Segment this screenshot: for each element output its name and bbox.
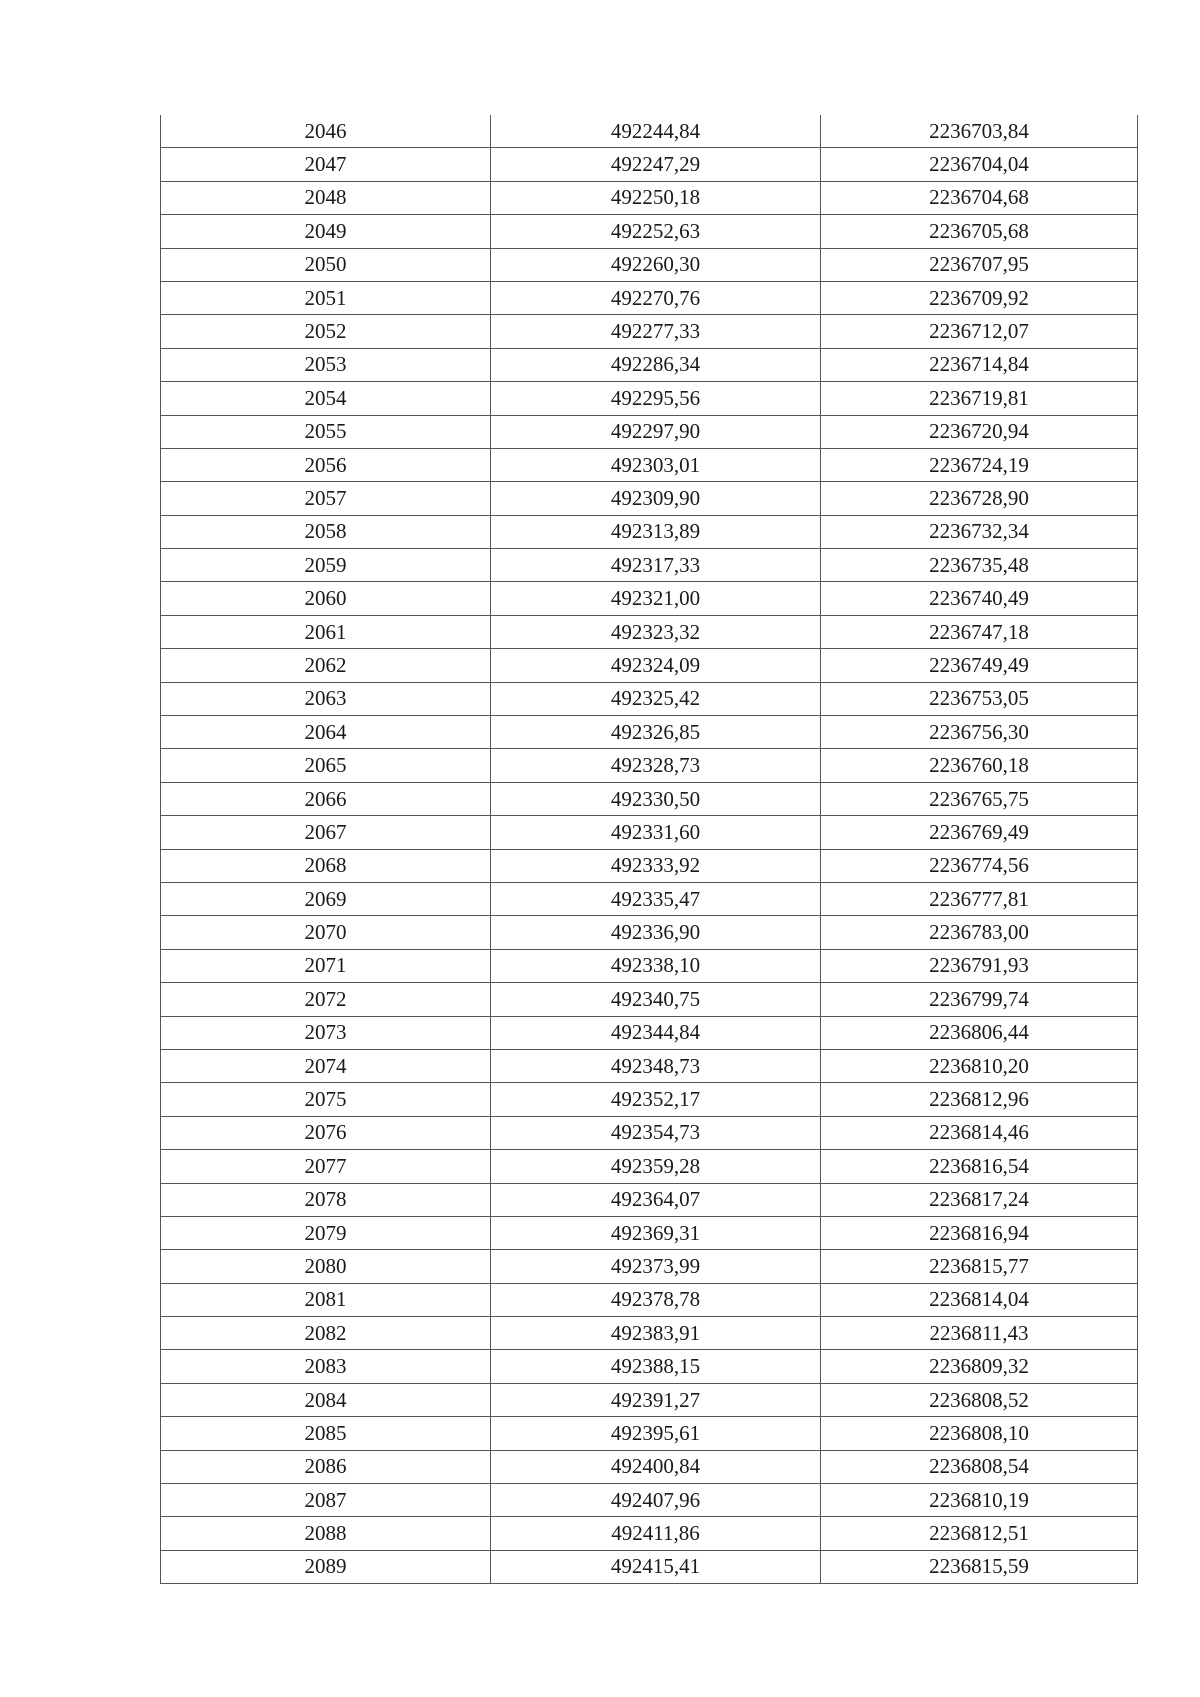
point-number-cell: 2085 — [161, 1417, 491, 1450]
point-number-cell: 2048 — [161, 181, 491, 214]
point-number-cell: 2062 — [161, 649, 491, 682]
x-coordinate-cell: 492331,60 — [491, 816, 821, 849]
table-row — [161, 415, 1138, 448]
point-number-cell: 2089 — [161, 1550, 491, 1583]
y-coordinate-cell: 2236756,30 — [821, 716, 1138, 749]
point-number-cell: 2080 — [161, 1250, 491, 1283]
y-coordinate-cell: 2236760,18 — [821, 749, 1138, 782]
point-number-cell: 2086 — [161, 1450, 491, 1483]
point-number-cell: 2072 — [161, 983, 491, 1016]
x-coordinate-cell: 492252,63 — [491, 215, 821, 248]
table-row — [161, 916, 1138, 949]
x-coordinate-cell: 492326,85 — [491, 716, 821, 749]
table-row — [161, 1250, 1138, 1283]
point-number-cell: 2067 — [161, 816, 491, 849]
x-coordinate-cell: 492297,90 — [491, 415, 821, 448]
x-coordinate-cell: 492373,99 — [491, 1250, 821, 1283]
x-coordinate-cell: 492324,09 — [491, 649, 821, 682]
y-coordinate-cell: 2236811,43 — [821, 1317, 1138, 1350]
x-coordinate-cell: 492340,75 — [491, 983, 821, 1016]
x-coordinate-cell: 492286,34 — [491, 348, 821, 381]
point-number-cell: 2081 — [161, 1283, 491, 1316]
point-number-cell: 2075 — [161, 1083, 491, 1116]
x-coordinate-cell: 492260,30 — [491, 248, 821, 281]
point-number-cell: 2053 — [161, 348, 491, 381]
table-row — [161, 882, 1138, 915]
x-coordinate-cell: 492415,41 — [491, 1550, 821, 1583]
y-coordinate-cell: 2236765,75 — [821, 782, 1138, 815]
table-row — [161, 615, 1138, 648]
x-coordinate-cell: 492323,32 — [491, 615, 821, 648]
x-coordinate-cell: 492354,73 — [491, 1116, 821, 1149]
x-coordinate-cell: 492407,96 — [491, 1484, 821, 1517]
y-coordinate-cell: 2236808,10 — [821, 1417, 1138, 1450]
y-coordinate-cell: 2236724,19 — [821, 448, 1138, 481]
table-row — [161, 1417, 1138, 1450]
x-coordinate-cell: 492344,84 — [491, 1016, 821, 1049]
table-row — [161, 749, 1138, 782]
y-coordinate-cell: 2236728,90 — [821, 482, 1138, 515]
y-coordinate-cell: 2236753,05 — [821, 682, 1138, 715]
table-row — [161, 348, 1138, 381]
table-row — [161, 949, 1138, 982]
table-row — [161, 515, 1138, 548]
x-coordinate-cell: 492364,07 — [491, 1183, 821, 1216]
y-coordinate-cell: 2236809,32 — [821, 1350, 1138, 1383]
x-coordinate-cell: 492411,86 — [491, 1517, 821, 1550]
table-row — [161, 1383, 1138, 1416]
table-row — [161, 482, 1138, 515]
table-row — [161, 248, 1138, 281]
point-number-cell: 2061 — [161, 615, 491, 648]
table-row — [161, 1049, 1138, 1082]
table-row — [161, 1317, 1138, 1350]
y-coordinate-cell: 2236799,74 — [821, 983, 1138, 1016]
y-coordinate-cell: 2236814,46 — [821, 1116, 1138, 1149]
y-coordinate-cell: 2236817,24 — [821, 1183, 1138, 1216]
y-coordinate-cell: 2236777,81 — [821, 882, 1138, 915]
x-coordinate-cell: 492335,47 — [491, 882, 821, 915]
table-row — [161, 148, 1138, 181]
x-coordinate-cell: 492400,84 — [491, 1450, 821, 1483]
table-row — [161, 983, 1138, 1016]
point-number-cell: 2064 — [161, 716, 491, 749]
point-number-cell: 2074 — [161, 1049, 491, 1082]
x-coordinate-cell: 492244,84 — [491, 115, 821, 148]
x-coordinate-cell: 492395,61 — [491, 1417, 821, 1450]
point-number-cell: 2083 — [161, 1350, 491, 1383]
point-number-cell: 2076 — [161, 1116, 491, 1149]
point-number-cell: 2077 — [161, 1150, 491, 1183]
x-coordinate-cell: 492369,31 — [491, 1216, 821, 1249]
table-row — [161, 682, 1138, 715]
point-number-cell: 2073 — [161, 1016, 491, 1049]
y-coordinate-cell: 2236815,77 — [821, 1250, 1138, 1283]
point-number-cell: 2056 — [161, 448, 491, 481]
point-number-cell: 2051 — [161, 281, 491, 314]
y-coordinate-cell: 2236815,59 — [821, 1550, 1138, 1583]
table-row — [161, 448, 1138, 481]
point-number-cell: 2063 — [161, 682, 491, 715]
x-coordinate-cell: 492295,56 — [491, 382, 821, 415]
table-row — [161, 281, 1138, 314]
table-row — [161, 1183, 1138, 1216]
table-row — [161, 1283, 1138, 1316]
table-row — [161, 315, 1138, 348]
table-row — [161, 649, 1138, 682]
point-number-cell: 2069 — [161, 882, 491, 915]
x-coordinate-cell: 492338,10 — [491, 949, 821, 982]
y-coordinate-cell: 2236816,94 — [821, 1216, 1138, 1249]
x-coordinate-cell: 492328,73 — [491, 749, 821, 782]
y-coordinate-cell: 2236732,34 — [821, 515, 1138, 548]
x-coordinate-cell: 492309,90 — [491, 482, 821, 515]
table-row — [161, 1016, 1138, 1049]
point-number-cell: 2068 — [161, 849, 491, 882]
table-row — [161, 1517, 1138, 1550]
point-number-cell: 2052 — [161, 315, 491, 348]
y-coordinate-cell: 2236791,93 — [821, 949, 1138, 982]
point-number-cell: 2054 — [161, 382, 491, 415]
y-coordinate-cell: 2236810,20 — [821, 1049, 1138, 1082]
x-coordinate-cell: 492391,27 — [491, 1383, 821, 1416]
point-number-cell: 2070 — [161, 916, 491, 949]
x-coordinate-cell: 492313,89 — [491, 515, 821, 548]
table-row — [161, 549, 1138, 582]
point-number-cell: 2084 — [161, 1383, 491, 1416]
y-coordinate-cell: 2236740,49 — [821, 582, 1138, 615]
table-row — [161, 1484, 1138, 1517]
y-coordinate-cell: 2236808,52 — [821, 1383, 1138, 1416]
y-coordinate-cell: 2236719,81 — [821, 382, 1138, 415]
x-coordinate-cell: 492333,92 — [491, 849, 821, 882]
point-number-cell: 2046 — [161, 115, 491, 148]
point-number-cell: 2088 — [161, 1517, 491, 1550]
point-number-cell: 2058 — [161, 515, 491, 548]
y-coordinate-cell: 2236720,94 — [821, 415, 1138, 448]
coordinates-table — [160, 115, 1138, 1584]
y-coordinate-cell: 2236709,92 — [821, 281, 1138, 314]
y-coordinate-cell: 2236704,04 — [821, 148, 1138, 181]
y-coordinate-cell: 2236816,54 — [821, 1150, 1138, 1183]
point-number-cell: 2065 — [161, 749, 491, 782]
x-coordinate-cell: 492388,15 — [491, 1350, 821, 1383]
y-coordinate-cell: 2236747,18 — [821, 615, 1138, 648]
table-row — [161, 816, 1138, 849]
y-coordinate-cell: 2236704,68 — [821, 181, 1138, 214]
x-coordinate-cell: 492330,50 — [491, 782, 821, 815]
x-coordinate-cell: 492352,17 — [491, 1083, 821, 1116]
x-coordinate-cell: 492359,28 — [491, 1150, 821, 1183]
y-coordinate-cell: 2236703,84 — [821, 115, 1138, 148]
table-row — [161, 716, 1138, 749]
table-row — [161, 215, 1138, 248]
point-number-cell: 2050 — [161, 248, 491, 281]
y-coordinate-cell: 2236783,00 — [821, 916, 1138, 949]
y-coordinate-cell: 2236707,95 — [821, 248, 1138, 281]
x-coordinate-cell: 492336,90 — [491, 916, 821, 949]
y-coordinate-cell: 2236814,04 — [821, 1283, 1138, 1316]
table-row — [161, 1150, 1138, 1183]
x-coordinate-cell: 492303,01 — [491, 448, 821, 481]
point-number-cell: 2078 — [161, 1183, 491, 1216]
point-number-cell: 2057 — [161, 482, 491, 515]
y-coordinate-cell: 2236774,56 — [821, 849, 1138, 882]
point-number-cell: 2055 — [161, 415, 491, 448]
x-coordinate-cell: 492383,91 — [491, 1317, 821, 1350]
x-coordinate-cell: 492270,76 — [491, 281, 821, 314]
point-number-cell: 2060 — [161, 582, 491, 615]
y-coordinate-cell: 2236712,07 — [821, 315, 1138, 348]
table-row — [161, 1450, 1138, 1483]
table-row — [161, 582, 1138, 615]
point-number-cell: 2049 — [161, 215, 491, 248]
table-row — [161, 181, 1138, 214]
table-row — [161, 1350, 1138, 1383]
y-coordinate-cell: 2236812,96 — [821, 1083, 1138, 1116]
table-row — [161, 1083, 1138, 1116]
x-coordinate-cell: 492378,78 — [491, 1283, 821, 1316]
y-coordinate-cell: 2236806,44 — [821, 1016, 1138, 1049]
y-coordinate-cell: 2236769,49 — [821, 816, 1138, 849]
y-coordinate-cell: 2236810,19 — [821, 1484, 1138, 1517]
x-coordinate-cell: 492250,18 — [491, 181, 821, 214]
point-number-cell: 2087 — [161, 1484, 491, 1517]
table-row — [161, 382, 1138, 415]
table-row — [161, 849, 1138, 882]
point-number-cell: 2082 — [161, 1317, 491, 1350]
y-coordinate-cell: 2236749,49 — [821, 649, 1138, 682]
table-row — [161, 1550, 1138, 1583]
x-coordinate-cell: 492321,00 — [491, 582, 821, 615]
x-coordinate-cell: 492317,33 — [491, 549, 821, 582]
y-coordinate-cell: 2236808,54 — [821, 1450, 1138, 1483]
point-number-cell: 2047 — [161, 148, 491, 181]
point-number-cell: 2079 — [161, 1216, 491, 1249]
y-coordinate-cell: 2236705,68 — [821, 215, 1138, 248]
table-row — [161, 115, 1138, 148]
y-coordinate-cell: 2236812,51 — [821, 1517, 1138, 1550]
point-number-cell: 2066 — [161, 782, 491, 815]
y-coordinate-cell: 2236735,48 — [821, 549, 1138, 582]
x-coordinate-cell: 492348,73 — [491, 1049, 821, 1082]
table-row — [161, 1116, 1138, 1149]
coordinates-table-body — [161, 115, 1138, 1584]
point-number-cell: 2059 — [161, 549, 491, 582]
point-number-cell: 2071 — [161, 949, 491, 982]
x-coordinate-cell: 492277,33 — [491, 315, 821, 348]
y-coordinate-cell: 2236714,84 — [821, 348, 1138, 381]
table-row — [161, 782, 1138, 815]
x-coordinate-cell: 492325,42 — [491, 682, 821, 715]
x-coordinate-cell: 492247,29 — [491, 148, 821, 181]
table-row — [161, 1216, 1138, 1249]
